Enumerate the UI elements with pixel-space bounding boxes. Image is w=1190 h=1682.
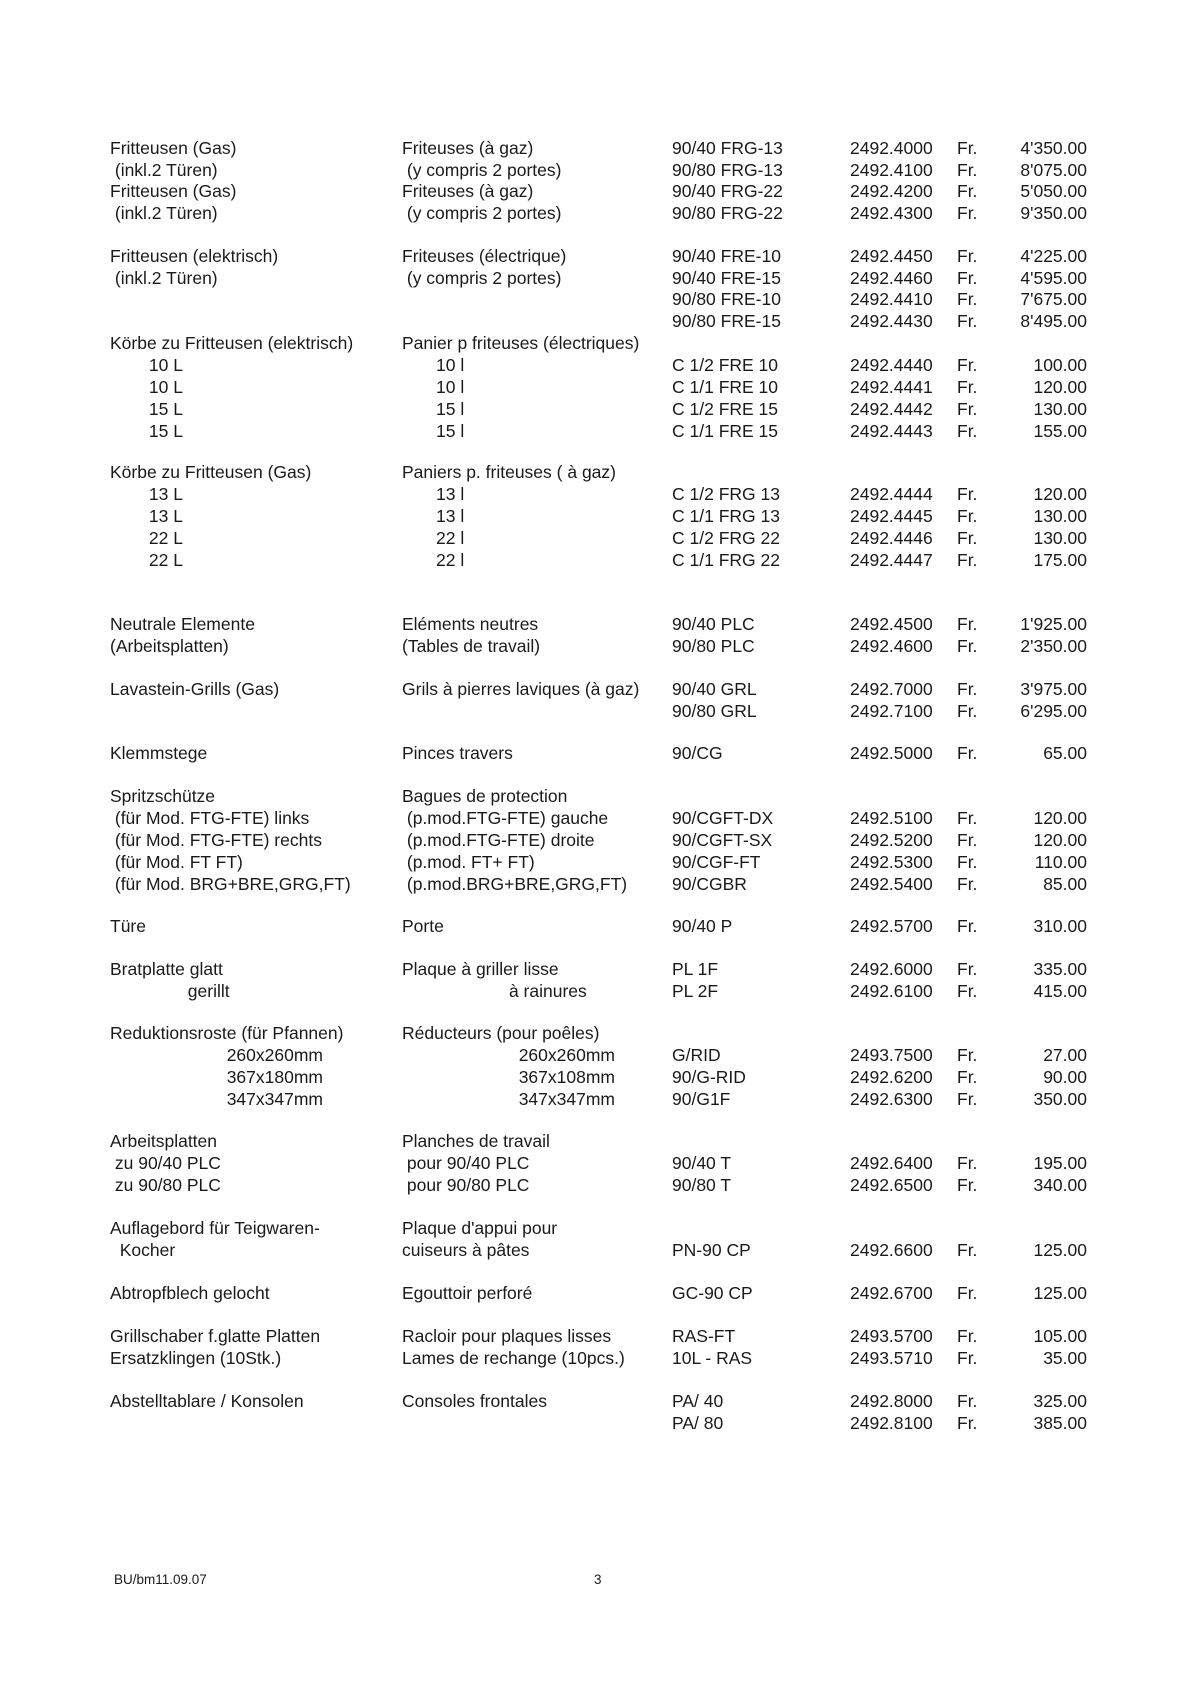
- table-row: [0, 1130, 1190, 1153]
- col-de: 13 L: [110, 506, 183, 526]
- col-de: Fritteusen (Gas): [110, 181, 237, 201]
- col-article: 2492.4443: [850, 421, 933, 441]
- table-row: [0, 700, 1190, 723]
- col-de: 15 L: [110, 399, 183, 419]
- table-row: [0, 742, 1190, 765]
- col-currency: Fr.: [957, 421, 978, 441]
- col-price: 6'295.00: [1020, 701, 1087, 721]
- col-de: 367x180mm: [110, 1067, 323, 1087]
- col-de: Abstelltablare / Konsolen: [110, 1391, 304, 1411]
- col-fr: 347x347mm: [402, 1089, 615, 1109]
- col-article: 2493.5700: [850, 1326, 933, 1346]
- table-row: [0, 1152, 1190, 1175]
- col-model: 90/80 PLC: [672, 636, 755, 656]
- table-row: [0, 1347, 1190, 1370]
- col-model: PA/ 80: [672, 1413, 724, 1433]
- col-de: Lavastein-Grills (Gas): [110, 679, 280, 699]
- col-model: PN-90 CP: [672, 1240, 751, 1260]
- col-currency: Fr.: [957, 916, 978, 936]
- col-model: 10L - RAS: [672, 1348, 753, 1368]
- col-model: C 1/2 FRG 22: [672, 528, 780, 548]
- col-article: 2492.4445: [850, 506, 933, 526]
- col-price: 175.00: [1033, 550, 1087, 570]
- col-model: GC-90 CP: [672, 1283, 753, 1303]
- col-model: 90/80 FRG-13: [672, 160, 783, 180]
- col-fr: Réducteurs (pour poêles): [402, 1023, 600, 1043]
- table-row: [0, 980, 1190, 1003]
- col-model: 90/G1F: [672, 1089, 731, 1109]
- col-currency: Fr.: [957, 1348, 978, 1368]
- table-row: [0, 1022, 1190, 1045]
- table-row: [0, 137, 1190, 160]
- col-currency: Fr.: [957, 1067, 978, 1087]
- col-fr: Planches de travail: [402, 1131, 550, 1151]
- col-model: 90/CGFT-SX: [672, 830, 773, 850]
- col-price: 7'675.00: [1020, 289, 1087, 309]
- table-row: [0, 180, 1190, 203]
- col-currency: Fr.: [957, 743, 978, 763]
- col-currency: Fr.: [957, 160, 978, 180]
- col-model: PL 1F: [672, 959, 719, 979]
- col-article: 2492.6000: [850, 959, 933, 979]
- col-model: 90/80 GRL: [672, 701, 757, 721]
- table-row: [0, 159, 1190, 182]
- col-fr: (p.mod.FTG-FTE) droite: [402, 830, 595, 850]
- col-article: 2492.4444: [850, 484, 933, 504]
- col-de: zu 90/80 PLC: [110, 1175, 221, 1195]
- table-row: [0, 873, 1190, 896]
- col-price: 125.00: [1033, 1240, 1087, 1260]
- col-fr: (p.mod.FTG-FTE) gauche: [402, 808, 609, 828]
- col-de: 347x347mm: [110, 1089, 323, 1109]
- col-model: PA/ 40: [672, 1391, 724, 1411]
- col-fr: (p.mod. FT+ FT): [402, 852, 535, 872]
- col-fr: 367x108mm: [402, 1067, 615, 1087]
- col-de: Körbe zu Fritteusen (elektrisch): [110, 333, 354, 353]
- col-price: 27.00: [1043, 1045, 1087, 1065]
- col-fr: Pinces travers: [402, 743, 513, 763]
- col-model: C 1/1 FRG 13: [672, 506, 780, 526]
- col-price: 2'350.00: [1020, 636, 1087, 656]
- col-currency: Fr.: [957, 1153, 978, 1173]
- col-fr: Plaque d'appui pour: [402, 1218, 558, 1238]
- col-currency: Fr.: [957, 203, 978, 223]
- table-row: [0, 851, 1190, 874]
- col-de: Körbe zu Fritteusen (Gas): [110, 462, 312, 482]
- col-de: Fritteusen (Gas): [110, 138, 237, 158]
- table-row: [0, 527, 1190, 550]
- col-price: 325.00: [1033, 1391, 1087, 1411]
- col-article: 2492.4442: [850, 399, 933, 419]
- col-model: C 1/2 FRE 15: [672, 399, 779, 419]
- col-currency: Fr.: [957, 981, 978, 1001]
- col-de: gerillt: [110, 981, 230, 1001]
- col-de: Spritzschütze: [110, 786, 216, 806]
- col-price: 350.00: [1033, 1089, 1087, 1109]
- table-row: [0, 267, 1190, 290]
- col-model: 90/40 FRE-10: [672, 246, 781, 266]
- col-currency: Fr.: [957, 138, 978, 158]
- col-article: 2492.5700: [850, 916, 933, 936]
- col-fr: Lames de rechange (10pcs.): [402, 1348, 625, 1368]
- col-price: 65.00: [1043, 743, 1087, 763]
- col-de: 13 L: [110, 484, 183, 504]
- col-de: zu 90/40 PLC: [110, 1153, 221, 1173]
- col-fr: Porte: [402, 916, 444, 936]
- col-price: 125.00: [1033, 1283, 1087, 1303]
- col-currency: Fr.: [957, 830, 978, 850]
- col-currency: Fr.: [957, 636, 978, 656]
- col-currency: Fr.: [957, 614, 978, 634]
- col-article: 2492.4460: [850, 268, 933, 288]
- col-currency: Fr.: [957, 1175, 978, 1195]
- col-model: 90/CG: [672, 743, 723, 763]
- col-model: 90/CGBR: [672, 874, 747, 894]
- col-de: Arbeitsplatten: [110, 1131, 218, 1151]
- page-number: 3: [594, 1572, 602, 1587]
- col-article: 2492.4410: [850, 289, 933, 309]
- col-de: Abtropfblech gelocht: [110, 1283, 270, 1303]
- col-model: G/RID: [672, 1045, 721, 1065]
- col-article: 2492.6200: [850, 1067, 933, 1087]
- col-price: 310.00: [1033, 916, 1087, 936]
- col-price: 1'925.00: [1020, 614, 1087, 634]
- col-currency: Fr.: [957, 959, 978, 979]
- col-de: 22 L: [110, 528, 183, 548]
- col-fr: Friteuses (à gaz): [402, 138, 534, 158]
- col-currency: Fr.: [957, 377, 978, 397]
- col-fr: Consoles frontales: [402, 1391, 547, 1411]
- col-de: Kocher: [110, 1240, 176, 1260]
- col-article: 2492.4440: [850, 355, 933, 375]
- col-article: 2492.7100: [850, 701, 933, 721]
- col-de: Ersatzklingen (10Stk.): [110, 1348, 282, 1368]
- col-currency: Fr.: [957, 311, 978, 331]
- table-row: [0, 613, 1190, 636]
- col-fr: 10 l: [402, 355, 465, 375]
- col-model: C 1/1 FRG 22: [672, 550, 780, 570]
- col-article: 2492.5000: [850, 743, 933, 763]
- col-model: 90/CGF-FT: [672, 852, 761, 872]
- table-row: [0, 461, 1190, 484]
- col-currency: Fr.: [957, 289, 978, 309]
- col-de: 15 L: [110, 421, 183, 441]
- col-price: 4'350.00: [1020, 138, 1087, 158]
- col-fr: Friteuses (à gaz): [402, 181, 534, 201]
- col-fr: (y compris 2 portes): [402, 160, 562, 180]
- table-row: [0, 958, 1190, 981]
- col-article: 2492.6400: [850, 1153, 933, 1173]
- col-currency: Fr.: [957, 1240, 978, 1260]
- col-price: 415.00: [1033, 981, 1087, 1001]
- col-price: 120.00: [1033, 830, 1087, 850]
- col-price: 130.00: [1033, 506, 1087, 526]
- col-de: Grillschaber f.glatte Platten: [110, 1326, 321, 1346]
- col-article: 2493.7500: [850, 1045, 933, 1065]
- col-price: 195.00: [1033, 1153, 1087, 1173]
- col-currency: Fr.: [957, 1413, 978, 1433]
- col-fr: (y compris 2 portes): [402, 203, 562, 223]
- col-currency: Fr.: [957, 1089, 978, 1109]
- col-fr: Panier p friteuses (électriques): [402, 333, 640, 353]
- col-fr: 10 l: [402, 377, 465, 397]
- col-currency: Fr.: [957, 528, 978, 548]
- table-row: [0, 1412, 1190, 1435]
- col-price: 120.00: [1033, 808, 1087, 828]
- col-currency: Fr.: [957, 484, 978, 504]
- col-price: 4'225.00: [1020, 246, 1087, 266]
- col-price: 5'050.00: [1020, 181, 1087, 201]
- col-fr: Paniers p. friteuses ( à gaz): [402, 462, 616, 482]
- col-fr: Friteuses (électrique): [402, 246, 567, 266]
- col-model: C 1/1 FRE 15: [672, 421, 779, 441]
- col-model: 90/40 GRL: [672, 679, 757, 699]
- col-currency: Fr.: [957, 1283, 978, 1303]
- col-article: 2493.5710: [850, 1348, 933, 1368]
- table-row: [0, 807, 1190, 830]
- col-price: 3'975.00: [1020, 679, 1087, 699]
- table-row: [0, 420, 1190, 443]
- col-fr: Racloir pour plaques lisses: [402, 1326, 612, 1346]
- col-article: 2492.5100: [850, 808, 933, 828]
- table-row: [0, 505, 1190, 528]
- table-row: [0, 1044, 1190, 1067]
- col-de: (für Mod. FTG-FTE) rechts: [110, 830, 322, 850]
- col-article: 2492.5300: [850, 852, 933, 872]
- table-row: [0, 549, 1190, 572]
- col-currency: Fr.: [957, 1391, 978, 1411]
- table-row: [0, 310, 1190, 333]
- col-de: 260x260mm: [110, 1045, 323, 1065]
- col-article: 2492.4100: [850, 160, 933, 180]
- table-row: [0, 398, 1190, 421]
- col-currency: Fr.: [957, 808, 978, 828]
- col-de: (für Mod. BRG+BRE,GRG,FT): [110, 874, 351, 894]
- col-fr: Plaque à griller lisse: [402, 959, 559, 979]
- col-de: Reduktionsroste (für Pfannen): [110, 1023, 344, 1043]
- col-currency: Fr.: [957, 1045, 978, 1065]
- col-article: 2492.5400: [850, 874, 933, 894]
- col-price: 8'075.00: [1020, 160, 1087, 180]
- col-de: (für Mod. FTG-FTE) links: [110, 808, 310, 828]
- col-price: 130.00: [1033, 399, 1087, 419]
- col-de: (inkl.2 Türen): [110, 160, 218, 180]
- col-de: Bratplatte glatt: [110, 959, 223, 979]
- table-row: [0, 1066, 1190, 1089]
- col-model: 90/40 FRG-13: [672, 138, 783, 158]
- col-fr: Bagues de protection: [402, 786, 568, 806]
- col-article: 2492.4300: [850, 203, 933, 223]
- col-model: 90/CGFT-DX: [672, 808, 774, 828]
- col-article: 2492.7000: [850, 679, 933, 699]
- col-de: 22 L: [110, 550, 183, 570]
- col-currency: Fr.: [957, 246, 978, 266]
- col-article: 2492.5200: [850, 830, 933, 850]
- col-currency: Fr.: [957, 268, 978, 288]
- col-model: 90/40 PLC: [672, 614, 755, 634]
- col-price: 110.00: [1034, 852, 1087, 872]
- col-article: 2492.4446: [850, 528, 933, 548]
- col-fr: 22 l: [402, 528, 465, 548]
- col-article: 2492.4447: [850, 550, 933, 570]
- col-price: 340.00: [1033, 1175, 1087, 1195]
- col-fr: cuiseurs à pâtes: [402, 1240, 530, 1260]
- table-row: [0, 1217, 1190, 1240]
- col-fr: 15 l: [402, 399, 465, 419]
- col-fr: (p.mod.BRG+BRE,GRG,FT): [402, 874, 628, 894]
- col-price: 35.00: [1043, 1348, 1087, 1368]
- col-price: 4'595.00: [1020, 268, 1087, 288]
- table-row: [0, 245, 1190, 268]
- table-row: [0, 635, 1190, 658]
- col-model: 90/80 FRE-10: [672, 289, 781, 309]
- col-de: Klemmstege: [110, 743, 208, 763]
- table-row: [0, 1390, 1190, 1413]
- col-fr: 13 l: [402, 484, 465, 504]
- col-article: 2492.4500: [850, 614, 933, 634]
- col-model: RAS-FT: [672, 1326, 736, 1346]
- col-fr: 260x260mm: [402, 1045, 615, 1065]
- col-fr: 13 l: [402, 506, 465, 526]
- col-price: 90.00: [1043, 1067, 1087, 1087]
- col-article: 2492.6100: [850, 981, 933, 1001]
- col-de: (inkl.2 Türen): [110, 268, 218, 288]
- table-row: [0, 354, 1190, 377]
- table-row: [0, 1325, 1190, 1348]
- table-row: [0, 483, 1190, 506]
- col-article: 2492.4000: [850, 138, 933, 158]
- col-fr: (y compris 2 portes): [402, 268, 562, 288]
- col-article: 2492.4450: [850, 246, 933, 266]
- col-article: 2492.4441: [850, 377, 933, 397]
- col-model: 90/80 T: [672, 1175, 732, 1195]
- table-row: [0, 1174, 1190, 1197]
- col-price: 155.00: [1033, 421, 1087, 441]
- col-currency: Fr.: [957, 399, 978, 419]
- col-model: 90/40 T: [672, 1153, 732, 1173]
- col-article: 2492.4600: [850, 636, 933, 656]
- col-price: 130.00: [1033, 528, 1087, 548]
- col-article: 2492.6700: [850, 1283, 933, 1303]
- col-currency: Fr.: [957, 355, 978, 375]
- table-row: [0, 376, 1190, 399]
- col-model: 90/80 FRE-15: [672, 311, 781, 331]
- col-article: 2492.4200: [850, 181, 933, 201]
- col-fr: pour 90/40 PLC: [402, 1153, 530, 1173]
- col-model: 90/80 FRG-22: [672, 203, 783, 223]
- col-article: 2492.6500: [850, 1175, 933, 1195]
- col-currency: Fr.: [957, 1326, 978, 1346]
- col-model: PL 2F: [672, 981, 719, 1001]
- col-model: 90/40 FRG-22: [672, 181, 783, 201]
- col-currency: Fr.: [957, 550, 978, 570]
- col-fr: 22 l: [402, 550, 465, 570]
- footer-reference: BU/bm11.09.07: [114, 1572, 207, 1587]
- col-price: 105.00: [1033, 1326, 1087, 1346]
- col-de: 10 L: [110, 355, 183, 375]
- col-price: 120.00: [1033, 377, 1087, 397]
- table-row: [0, 678, 1190, 701]
- col-price: 120.00: [1033, 484, 1087, 504]
- col-article: 2492.4430: [850, 311, 933, 331]
- col-fr: à rainures: [402, 981, 587, 1001]
- col-price: 85.00: [1043, 874, 1087, 894]
- col-article: 2492.8000: [850, 1391, 933, 1411]
- col-model: C 1/2 FRE 10: [672, 355, 779, 375]
- col-price: 8'495.00: [1020, 311, 1087, 331]
- col-model: 90/G-RID: [672, 1067, 746, 1087]
- col-price: 335.00: [1033, 959, 1087, 979]
- col-currency: Fr.: [957, 181, 978, 201]
- table-row: [0, 332, 1190, 355]
- col-fr: Grils à pierres laviques (à gaz): [402, 679, 640, 699]
- table-row: [0, 1239, 1190, 1262]
- col-model: 90/40 P: [672, 916, 733, 936]
- table-row: [0, 1088, 1190, 1111]
- col-currency: Fr.: [957, 852, 978, 872]
- col-article: 2492.8100: [850, 1413, 933, 1433]
- table-row: [0, 915, 1190, 938]
- col-de: (inkl.2 Türen): [110, 203, 218, 223]
- table-row: [0, 829, 1190, 852]
- col-fr: pour 90/80 PLC: [402, 1175, 530, 1195]
- col-de: 10 L: [110, 377, 183, 397]
- col-model: C 1/1 FRE 10: [672, 377, 779, 397]
- col-price: 100.00: [1033, 355, 1087, 375]
- col-currency: Fr.: [957, 874, 978, 894]
- col-de: (für Mod. FT FT): [110, 852, 243, 872]
- col-fr: 15 l: [402, 421, 465, 441]
- col-article: 2492.6300: [850, 1089, 933, 1109]
- table-row: [0, 288, 1190, 311]
- col-price: 385.00: [1033, 1413, 1087, 1433]
- col-de: Auflagebord für Teigwaren-: [110, 1218, 320, 1238]
- col-model: C 1/2 FRG 13: [672, 484, 780, 504]
- col-de: (Arbeitsplatten): [110, 636, 229, 656]
- col-fr: Egouttoir perforé: [402, 1283, 533, 1303]
- table-row: [0, 1282, 1190, 1305]
- col-currency: Fr.: [957, 679, 978, 699]
- table-row: [0, 785, 1190, 808]
- col-model: 90/40 FRE-15: [672, 268, 781, 288]
- table-row: [0, 202, 1190, 225]
- col-article: 2492.6600: [850, 1240, 933, 1260]
- col-fr: (Tables de travail): [402, 636, 541, 656]
- col-currency: Fr.: [957, 506, 978, 526]
- col-currency: Fr.: [957, 701, 978, 721]
- col-price: 9'350.00: [1020, 203, 1087, 223]
- col-de: Fritteusen (elektrisch): [110, 246, 279, 266]
- col-fr: Eléments neutres: [402, 614, 539, 634]
- col-de: Neutrale Elemente: [110, 614, 255, 634]
- col-de: Türe: [110, 916, 146, 936]
